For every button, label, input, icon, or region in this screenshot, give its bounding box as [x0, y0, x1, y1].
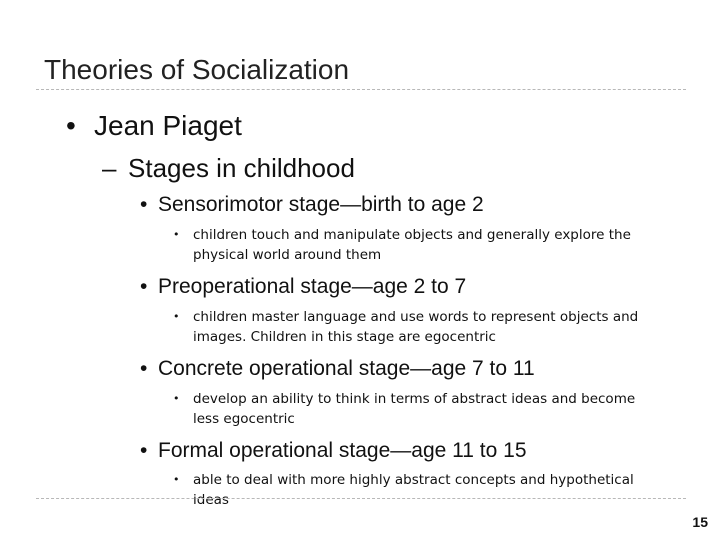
stage-detail-text: children master language and use words to represent objects and images. Children in this stage are egocentric: [193, 309, 639, 345]
stage-detail-formal-operational: [175, 470, 655, 510]
title-divider: [36, 89, 686, 90]
bullet-icon: •: [140, 357, 148, 380]
stage-detail-text: children touch and manipulate objects and generally explore the physical world around them: [193, 227, 631, 263]
bullet-text: Stages in childhood: [128, 153, 355, 183]
bullet-stages-in-childhood: [102, 152, 355, 184]
slide-title: Theories of Socialization: [44, 54, 350, 85]
bullet-icon: •: [173, 392, 180, 405]
bullet-icon: •: [140, 193, 148, 216]
dash-icon: –: [102, 153, 117, 183]
stage-detail-preoperational: [175, 307, 655, 347]
bullet-icon: •: [140, 275, 148, 298]
stage-detail-text: develop an ability to think in terms of abstract ideas and become less egocentric: [193, 391, 636, 427]
bullet-icon: •: [173, 473, 180, 486]
stage-heading-preoperational: [140, 274, 466, 300]
stage-detail-text: able to deal with more highly abstract concepts and hypothetical ideas: [193, 472, 634, 508]
bullet-icon: •: [173, 310, 180, 323]
stage-heading-formal-operational: [140, 438, 527, 464]
stage-heading-text: Concrete operational stage—age 7 to 11: [158, 357, 535, 380]
bullet-jean-piaget: [66, 109, 242, 143]
stage-heading-text: Formal operational stage—age 11 to 15: [158, 439, 527, 462]
stage-detail-concrete-operational: [175, 389, 655, 429]
bullet-text: Jean Piaget: [94, 110, 242, 141]
bullet-icon: •: [66, 110, 76, 141]
stage-heading-text: Preoperational stage—age 2 to 7: [158, 275, 467, 298]
stage-detail-sensorimotor: [175, 225, 655, 265]
stage-heading-text: Sensorimotor stage—birth to age 2: [158, 193, 484, 216]
stage-heading-concrete-operational: [140, 356, 535, 382]
stage-heading-sensorimotor: [140, 192, 484, 218]
bullet-icon: •: [140, 439, 148, 462]
bullet-icon: •: [173, 228, 180, 241]
slide-number: 15: [692, 514, 708, 530]
footer-divider: [36, 498, 686, 499]
